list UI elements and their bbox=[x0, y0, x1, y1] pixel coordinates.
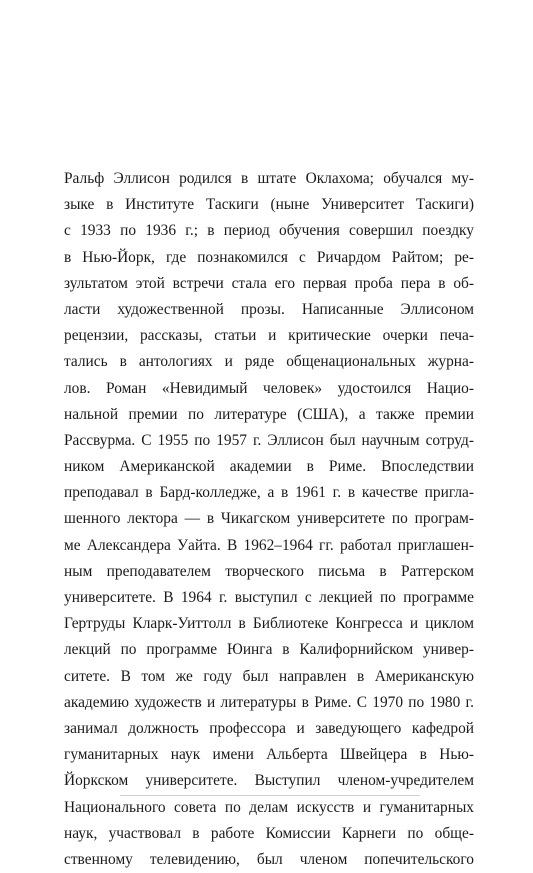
text-line: ласти художественной прозы. Написанные Эллисоном bbox=[64, 300, 474, 318]
text-line: лов. Роман «Невидимый человек» удостоился Нацио- bbox=[64, 379, 474, 397]
text-line: нальной премии по литературе (США), а также премии bbox=[64, 405, 474, 423]
text-line: Ральф Эллисон родился в штате Оклахома; обучался му- bbox=[64, 170, 474, 187]
text-line: ником Американской академии в Риме. Впоследствии bbox=[64, 458, 474, 476]
text-line: зультатом этой встречи стала его первая проба пера в об- bbox=[64, 274, 474, 292]
text-line: наук, участвовал в работе Комиссии Карнеги по обще- bbox=[64, 824, 474, 842]
text-line: лекций по программе Юинга в Калифорнийском универ- bbox=[64, 641, 474, 659]
text-line: Йоркском университете. Выступил членом-учредителем bbox=[64, 772, 474, 790]
biography-paragraph bbox=[64, 166, 474, 873]
text-line: гуманитарных наук имени Альберта Швейцера в Нью- bbox=[64, 746, 474, 764]
text-line: ситете. В том же году был направлен в Американскую bbox=[64, 667, 474, 685]
text-line: университете. В 1964 г. выступил с лекцией по программе bbox=[64, 589, 474, 606]
text-line: Гертруды Кларк-Уиттолл в Библиотеке Конгресса и циклом bbox=[64, 615, 474, 633]
text-line: ме Александера Уайта. В 1962–1964 гг. работал приглашен- bbox=[64, 536, 474, 554]
text-line: преподавал в Бард-колледже, а в 1961 г. в качестве пригла- bbox=[64, 484, 474, 502]
text-line: Рассвурма. С 1955 по 1957 г. Эллисон был научным сотруд- bbox=[64, 431, 474, 449]
text-line: Национального совета по делам искусств и гуманитарных bbox=[64, 798, 474, 816]
text-line: занимал должность профессора и заведующего кафедрой bbox=[64, 719, 474, 737]
text-line: академию художеств и литературы в Риме. С 1970 по 1980 г. bbox=[64, 693, 474, 711]
text-line: ственному телевидению, был членом попечительского bbox=[64, 850, 474, 868]
text-line: с 1933 по 1936 г.; в период обучения совершил поездку bbox=[64, 222, 474, 240]
text-line: ным преподавателем творческого письма в Ратгерском bbox=[64, 562, 474, 580]
text-line: шенного лектора — в Чикагском университете по програм- bbox=[64, 510, 474, 528]
page-bottom-edge bbox=[120, 795, 420, 796]
text-line: в Нью-Йорк, где познакомился с Ричардом Райтом; ре- bbox=[64, 248, 474, 266]
text-line: рецензии, рассказы, статьи и критические очерки печа- bbox=[64, 327, 474, 345]
text-line: зыке в Институте Таскиги (ныне Университет Таскиги) bbox=[64, 196, 474, 214]
text-line: тались в антологиях и ряде общенациональных журна- bbox=[64, 353, 474, 371]
